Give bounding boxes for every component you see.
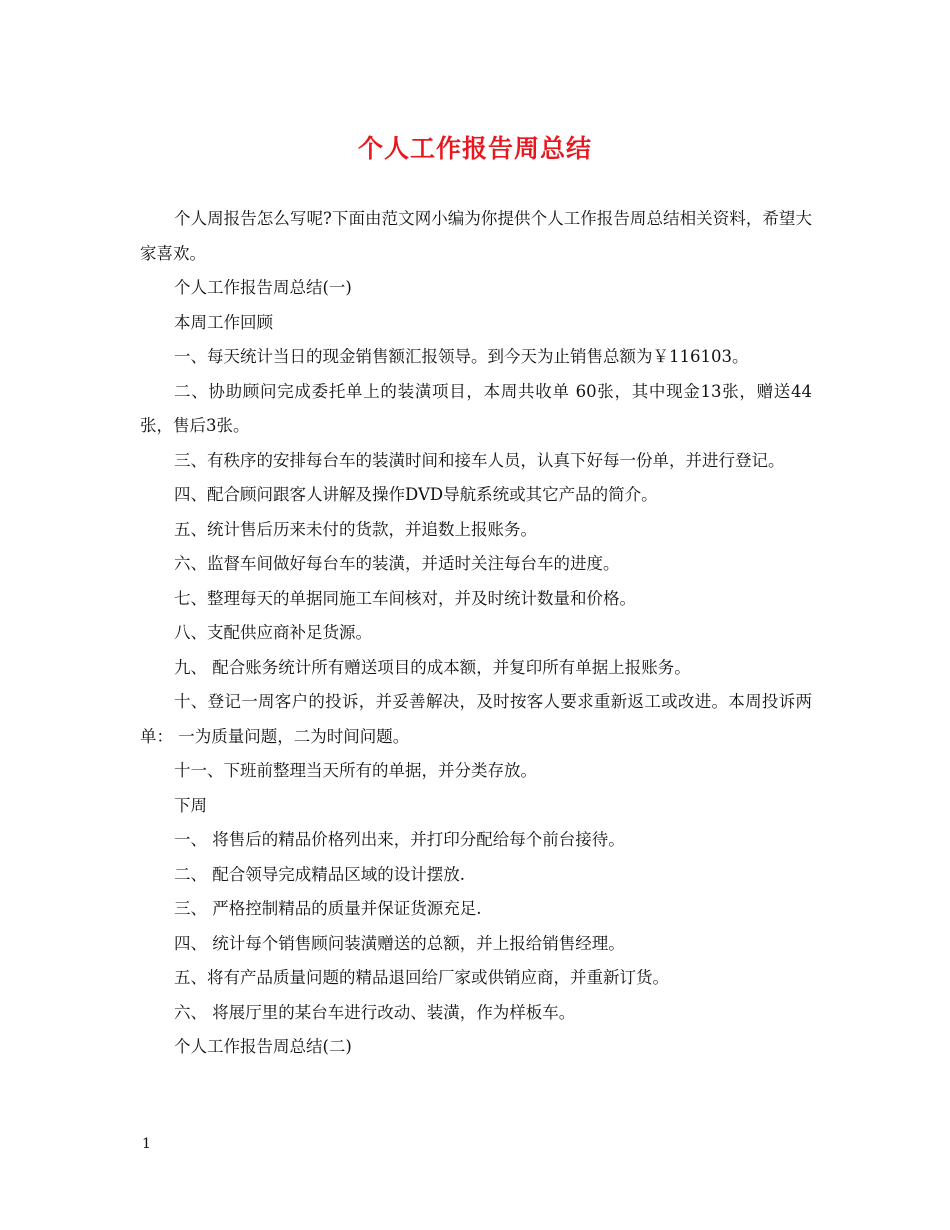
list-item: 三、 严格控制精品的质量并保证货源充足. [174,899,482,918]
list-item: 五、统计售后历来未付的货款，并追数上报账务。 [174,519,537,539]
intro-paragraph: 个人周报告怎么写呢?下面由范文网小编为你提供个人工作报告周总结相关资料，希望大家喜欢。 [140,209,812,263]
list-item: 七、整理每天的单据同施工车间核对，并及时统计数量和价格。 [174,588,636,608]
list-item: 三、有秩序的安排每台车的装潢时间和接车人员，认真下好每一份单，并进行登记。 [174,450,785,470]
list-item: 二、 配合领导完成精品区域的设计摆放. [174,864,465,884]
list-item: 八、支配供应商补足货源。 [174,623,372,642]
document-body [140,202,812,1065]
list-item: 九、 配合账务统计所有赠送项目的成本额，并复印所有单据上报账务。 [174,657,691,677]
subheading-next-week: 下周 [174,795,207,815]
list-item: 十一、下班前整理当天所有的单据，并分类存放。 [174,761,537,780]
list-item: 五、将有产品质量问题的精品退回给厂家或供销应商，并重新订货。 [174,968,669,987]
list-item: 一、每天统计当日的现金销售额汇报领导。到今天为止销售总额为￥116103。 [174,347,749,366]
list-item: 二、协助顾问完成委托单上的装潢项目，本周共收单 60张，其中现金13张，赠送44张，售后3张。 [140,381,812,435]
section-heading-one: 个人工作报告周总结(一) [174,278,352,297]
document-title: 个人工作报告周总结 [357,134,592,163]
list-item: 六、监督车间做好每台车的装潢，并适时关注每台车的进度。 [174,554,620,573]
list-item: 六、 将展厅里的某台车进行改动、装潢，作为样板车。 [174,1002,576,1022]
list-item: 十、登记一周客户的投诉，并妥善解决，及时按客人要求重新返工或改进。本周投诉两单： 一为质量问题，二为时间问题。 [140,692,812,746]
list-item: 一、 将售后的精品价格列出来，并打印分配给每个前台接待。 [174,830,625,849]
list-item: 四、配合顾问跟客人讲解及操作DVD导航系统或其它产品的简介。 [174,485,658,504]
page-number: 1 [142,1136,151,1152]
list-item: 四、 统计每个销售顾问装潢赠送的总额，并上报给销售经理。 [174,933,625,953]
subheading-this-week: 本周工作回顾 [174,312,273,332]
section-heading-two: 个人工作报告周总结(二) [174,1037,352,1056]
